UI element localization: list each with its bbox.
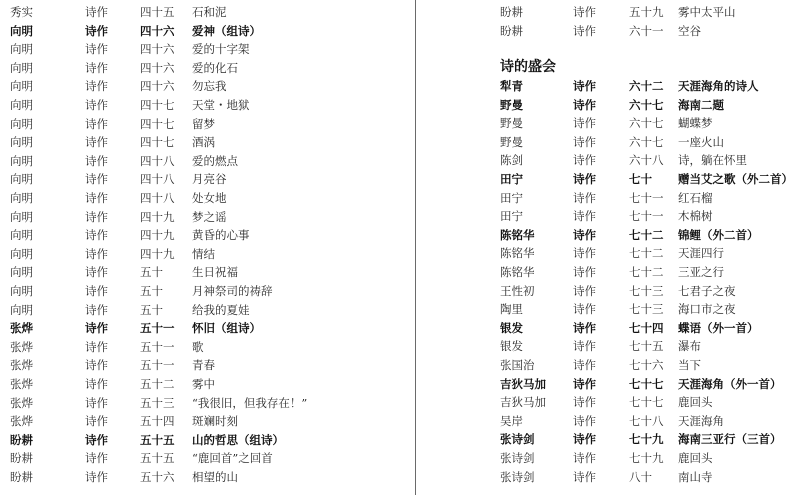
entry-page: 四十六 <box>140 79 175 94</box>
entry-author: 盼耕 <box>10 451 33 466</box>
toc-entry <box>0 3 415 22</box>
entry-type: 诗作 <box>85 116 108 131</box>
entry-page: 七十一 <box>629 209 664 224</box>
entry-type: 诗作 <box>573 451 596 465</box>
entry-title: 爱的燃点 <box>192 153 238 168</box>
entry-type: 诗作 <box>573 302 596 317</box>
entry-page: 七十二 <box>629 227 664 242</box>
entry-author: 张烨 <box>10 339 33 354</box>
entry-author: 张诗剑 <box>500 432 535 447</box>
entry-author: 向明 <box>10 135 33 150</box>
entry-page: 五十一 <box>140 321 175 336</box>
entry-page: 六十二 <box>629 79 664 93</box>
toc-entry <box>416 133 800 152</box>
entry-author: 张烨 <box>10 321 33 336</box>
entry-type: 诗作 <box>85 191 108 205</box>
entry-type: 诗作 <box>573 172 596 186</box>
entry-author: 向明 <box>10 23 33 38</box>
entry-author: 向明 <box>10 98 33 112</box>
entry-title: 海南三亚行（三首） <box>678 432 782 447</box>
entry-type: 诗作 <box>85 377 108 391</box>
entry-page: 五十三 <box>140 395 175 410</box>
entry-title: 梦之谣 <box>192 209 227 224</box>
entry-title: 留梦 <box>192 116 215 131</box>
toc-entry <box>416 207 800 226</box>
toc-entry <box>0 77 415 96</box>
entry-author: 张国治 <box>500 358 535 372</box>
entry-author: 银发 <box>500 320 523 335</box>
entry-title: 锦鲤（外二首） <box>678 227 759 242</box>
entry-page: 七十二 <box>629 246 664 261</box>
entry-type: 诗作 <box>573 153 596 168</box>
entry-title: 月神祭司的祷辞 <box>192 284 273 298</box>
entry-author: 田宁 <box>500 190 523 205</box>
entry-type: 诗作 <box>85 246 108 261</box>
toc-entry <box>0 394 415 413</box>
entry-page: 五十六 <box>140 470 175 484</box>
entry-page: 六十八 <box>629 153 664 168</box>
entry-author: 野曼 <box>500 116 523 131</box>
entry-author: 向明 <box>10 79 33 94</box>
entry-page: 四十九 <box>140 246 175 261</box>
entry-page: 七十三 <box>629 302 664 317</box>
toc-entry <box>416 300 800 319</box>
toc-entry <box>416 189 800 208</box>
entry-author: 张烨 <box>10 414 33 429</box>
entry-title: 红石榴 <box>678 190 713 205</box>
toc-entry <box>0 115 415 134</box>
entry-type: 诗作 <box>573 432 596 447</box>
toc-entry <box>0 468 415 487</box>
toc-entry <box>416 430 800 449</box>
section-heading: 诗的盛会 <box>500 59 556 75</box>
entry-page: 六十七 <box>629 116 664 131</box>
toc-entry <box>0 263 415 282</box>
entry-title: 爱的化石 <box>192 60 238 75</box>
entry-author: 盼耕 <box>10 432 33 447</box>
entry-author: 陈铭华 <box>500 265 535 279</box>
entry-title: 诗，躺在怀里 <box>678 153 747 168</box>
entry-type: 诗作 <box>573 283 596 298</box>
entry-title: “我很旧，但我存在！” <box>192 395 308 410</box>
entry-type: 诗作 <box>573 79 596 93</box>
entry-page: 五十九 <box>629 5 664 19</box>
entry-title: 蝴蝶梦 <box>678 116 713 131</box>
entry-author: 野曼 <box>500 134 523 149</box>
entry-page: 七十九 <box>629 451 664 465</box>
entry-author: 向明 <box>10 116 33 131</box>
entry-author: 盼耕 <box>10 470 33 484</box>
toc-entry <box>0 245 415 264</box>
entry-type: 诗作 <box>85 302 108 317</box>
entry-page: 四十七 <box>140 116 175 131</box>
entry-title: 山的哲思（组诗） <box>192 432 284 447</box>
entry-page: 七十一 <box>629 190 664 205</box>
entry-author: 向明 <box>10 246 33 261</box>
entry-type: 诗作 <box>85 98 108 112</box>
entry-author: 向明 <box>10 265 33 280</box>
toc-entry <box>0 170 415 189</box>
entry-title: 海南二题 <box>678 97 724 112</box>
entry-author: 吉狄马加 <box>500 395 546 410</box>
entry-type: 诗作 <box>85 321 108 336</box>
entry-title: 一座火山 <box>678 134 724 149</box>
toc-entry <box>0 59 415 78</box>
entry-type: 诗作 <box>573 116 596 131</box>
toc-entry <box>416 282 800 301</box>
entry-type: 诗作 <box>573 246 596 261</box>
toc-entry <box>0 356 415 375</box>
entry-title: 黄昏的心事 <box>192 228 250 243</box>
entry-title: 蝶语（外一首） <box>678 320 759 335</box>
entry-type: 诗作 <box>573 413 596 428</box>
entry-page: 五十五 <box>140 432 175 447</box>
toc-entry <box>0 208 415 227</box>
entry-author: 陈铭华 <box>500 246 535 261</box>
toc-entry <box>416 412 800 431</box>
entry-title: 海口市之夜 <box>678 302 736 317</box>
toc-entry <box>0 301 415 320</box>
entry-type: 诗作 <box>573 23 596 38</box>
toc-entry <box>416 151 800 170</box>
entry-author: 向明 <box>10 284 33 298</box>
entry-type: 诗作 <box>573 5 596 19</box>
toc-entry <box>416 375 800 394</box>
entry-type: 诗作 <box>85 209 108 224</box>
entry-page: 七十二 <box>629 265 664 279</box>
entry-type: 诗作 <box>573 358 596 372</box>
entry-title: 天涯海角的诗人 <box>678 79 759 93</box>
entry-author: 陶里 <box>500 302 523 317</box>
entry-title: 三亚之行 <box>678 265 724 279</box>
entry-page: 七十七 <box>629 376 664 391</box>
toc-entry <box>0 431 415 450</box>
entry-title: 爱的十字架 <box>192 42 250 57</box>
entry-author: 向明 <box>10 172 33 187</box>
toc-entry <box>0 449 415 468</box>
toc-entry <box>416 449 800 468</box>
toc-entry <box>416 96 800 115</box>
entry-page: 六十七 <box>629 134 664 149</box>
entry-page: 七十九 <box>629 432 664 447</box>
entry-page: 五十五 <box>140 451 175 466</box>
toc-entry <box>416 468 800 487</box>
entry-title: 雾中太平山 <box>678 5 736 19</box>
entry-author: 盼耕 <box>500 5 523 19</box>
toc-entry <box>416 356 800 375</box>
entry-title: 空谷 <box>678 23 701 38</box>
entry-type: 诗作 <box>573 190 596 205</box>
entry-type: 诗作 <box>573 469 596 484</box>
entry-author: 王性初 <box>500 283 535 298</box>
entry-author: 盼耕 <box>500 23 523 38</box>
entry-author: 向明 <box>10 60 33 75</box>
entry-page: 七十五 <box>629 339 664 354</box>
entry-title: 鹿回头 <box>678 451 713 465</box>
toc-entry <box>416 22 800 41</box>
entry-author: 银发 <box>500 339 523 354</box>
toc-entry <box>416 226 800 245</box>
entry-type: 诗作 <box>85 135 108 150</box>
entry-page: 五十一 <box>140 339 175 354</box>
entry-title: 当下 <box>678 358 701 372</box>
toc-entry <box>416 3 800 22</box>
entry-type: 诗作 <box>85 60 108 75</box>
entry-page: 四十六 <box>140 42 175 57</box>
entry-type: 诗作 <box>85 5 108 19</box>
entry-type: 诗作 <box>85 284 108 298</box>
entry-author: 陈剑 <box>500 153 523 168</box>
entry-author: 向明 <box>10 302 33 317</box>
entry-page: 四十八 <box>140 172 175 187</box>
entry-page: 七十 <box>629 172 652 186</box>
entry-author: 向明 <box>10 228 33 243</box>
entry-author: 田宁 <box>500 172 523 186</box>
entry-title: 月亮谷 <box>192 172 227 187</box>
entry-author: 田宁 <box>500 209 523 224</box>
entry-author: 秀实 <box>10 5 33 19</box>
entry-page: 四十七 <box>140 98 175 112</box>
toc-entry <box>0 375 415 394</box>
entry-page: 四十八 <box>140 191 175 205</box>
entry-type: 诗作 <box>573 320 596 335</box>
entry-title: 歌 <box>192 339 204 354</box>
entry-title: 赠当艾之歌（外二首） <box>678 172 793 186</box>
entry-page: 七十七 <box>629 395 664 410</box>
entry-page: 四十五 <box>140 5 175 19</box>
toc-entry <box>0 40 415 59</box>
entry-author: 张诗剑 <box>500 451 535 465</box>
entry-type: 诗作 <box>85 414 108 429</box>
entry-author: 向明 <box>10 42 33 57</box>
entry-title: 雾中 <box>192 377 215 391</box>
entry-page: 五十一 <box>140 358 175 373</box>
toc-entry <box>0 412 415 431</box>
entry-title: 爱神（组诗） <box>192 23 261 38</box>
entry-title: 天涯海角（外一首） <box>678 376 782 391</box>
entry-title: 斑斓时刻 <box>192 414 238 429</box>
entry-author: 张诗剑 <box>500 469 535 484</box>
entry-title: 瀑布 <box>678 339 701 354</box>
toc-entry <box>0 282 415 301</box>
entry-page: 四十七 <box>140 135 175 150</box>
toc-entry <box>416 393 800 412</box>
entry-type: 诗作 <box>85 23 108 38</box>
entry-type: 诗作 <box>573 395 596 410</box>
entry-type: 诗作 <box>573 339 596 354</box>
entry-title: 处女地 <box>192 191 227 205</box>
toc-entry <box>0 319 415 338</box>
entry-page: 八十 <box>629 469 652 484</box>
entry-title: 情结 <box>192 246 215 261</box>
entry-page: 五十 <box>140 302 163 317</box>
entry-page: 四十八 <box>140 153 175 168</box>
entry-title: 木棉树 <box>678 209 713 224</box>
entry-author: 犁青 <box>500 79 523 93</box>
entry-page: 四十六 <box>140 23 175 38</box>
entry-title: 南山寺 <box>678 469 713 484</box>
entry-type: 诗作 <box>85 153 108 168</box>
entry-page: 七十八 <box>629 413 664 428</box>
entry-page: 六十七 <box>629 97 664 112</box>
entry-title: 石和泥 <box>192 5 227 19</box>
entry-type: 诗作 <box>85 432 108 447</box>
entry-author: 吉狄马加 <box>500 376 546 391</box>
entry-title: 天涯四行 <box>678 246 724 261</box>
entry-page: 五十 <box>140 265 163 280</box>
entry-title: 给我的夏娃 <box>192 302 250 317</box>
entry-page: 七十四 <box>629 320 664 335</box>
entry-type: 诗作 <box>85 395 108 410</box>
entry-author: 陈铭华 <box>500 227 535 242</box>
toc-entry <box>416 114 800 133</box>
toc-entry <box>0 133 415 152</box>
entry-author: 张烨 <box>10 395 33 410</box>
entry-page: 四十六 <box>140 60 175 75</box>
toc-entry <box>0 152 415 171</box>
entry-type: 诗作 <box>85 451 108 466</box>
entry-type: 诗作 <box>85 42 108 57</box>
entry-title: “鹿回首”之回首 <box>192 451 273 466</box>
toc-entry <box>416 263 800 282</box>
toc-entry <box>0 226 415 245</box>
entry-page: 四十九 <box>140 209 175 224</box>
entry-page: 五十二 <box>140 377 175 391</box>
toc-entry <box>416 244 800 263</box>
entry-author: 吴岸 <box>500 413 523 428</box>
entry-author: 向明 <box>10 191 33 205</box>
toc-entry <box>416 337 800 356</box>
entry-type: 诗作 <box>85 228 108 243</box>
entry-type: 诗作 <box>573 97 596 112</box>
entry-title: 勿忘我 <box>192 79 227 94</box>
toc-entry <box>0 189 415 208</box>
entry-type: 诗作 <box>85 79 108 94</box>
entry-page: 七十三 <box>629 283 664 298</box>
entry-title: 天堂・地狱 <box>192 98 250 112</box>
entry-title: 青春 <box>192 358 215 373</box>
entry-title: 相望的山 <box>192 470 238 484</box>
entry-type: 诗作 <box>573 265 596 279</box>
entry-page: 四十九 <box>140 228 175 243</box>
entry-title: 鹿回头 <box>678 395 713 410</box>
entry-author: 野曼 <box>500 97 523 112</box>
entry-author: 向明 <box>10 209 33 224</box>
entry-type: 诗作 <box>573 134 596 149</box>
entry-type: 诗作 <box>85 470 108 484</box>
entry-author: 张烨 <box>10 377 33 391</box>
entry-type: 诗作 <box>85 265 108 280</box>
entry-title: 酒涡 <box>192 135 215 150</box>
entry-type: 诗作 <box>573 376 596 391</box>
entry-author: 向明 <box>10 153 33 168</box>
entry-page: 七十六 <box>629 358 664 372</box>
entry-type: 诗作 <box>85 358 108 373</box>
toc-entry <box>0 22 415 41</box>
entry-type: 诗作 <box>85 339 108 354</box>
entry-type: 诗作 <box>573 209 596 224</box>
entry-page: 六十一 <box>629 23 664 38</box>
entry-author: 张烨 <box>10 358 33 373</box>
entry-type: 诗作 <box>85 172 108 187</box>
entry-page: 五十四 <box>140 414 175 429</box>
entry-title: 生日祝福 <box>192 265 238 280</box>
entry-title: 怀旧（组诗） <box>192 321 261 336</box>
entry-title: 七君子之夜 <box>678 283 736 298</box>
toc-entry <box>0 96 415 115</box>
toc-entry <box>416 319 800 338</box>
toc-entry <box>416 77 800 96</box>
entry-page: 五十 <box>140 284 163 298</box>
entry-type: 诗作 <box>573 227 596 242</box>
toc-entry <box>416 170 800 189</box>
toc-entry <box>0 338 415 357</box>
entry-title: 天涯海角 <box>678 413 724 428</box>
